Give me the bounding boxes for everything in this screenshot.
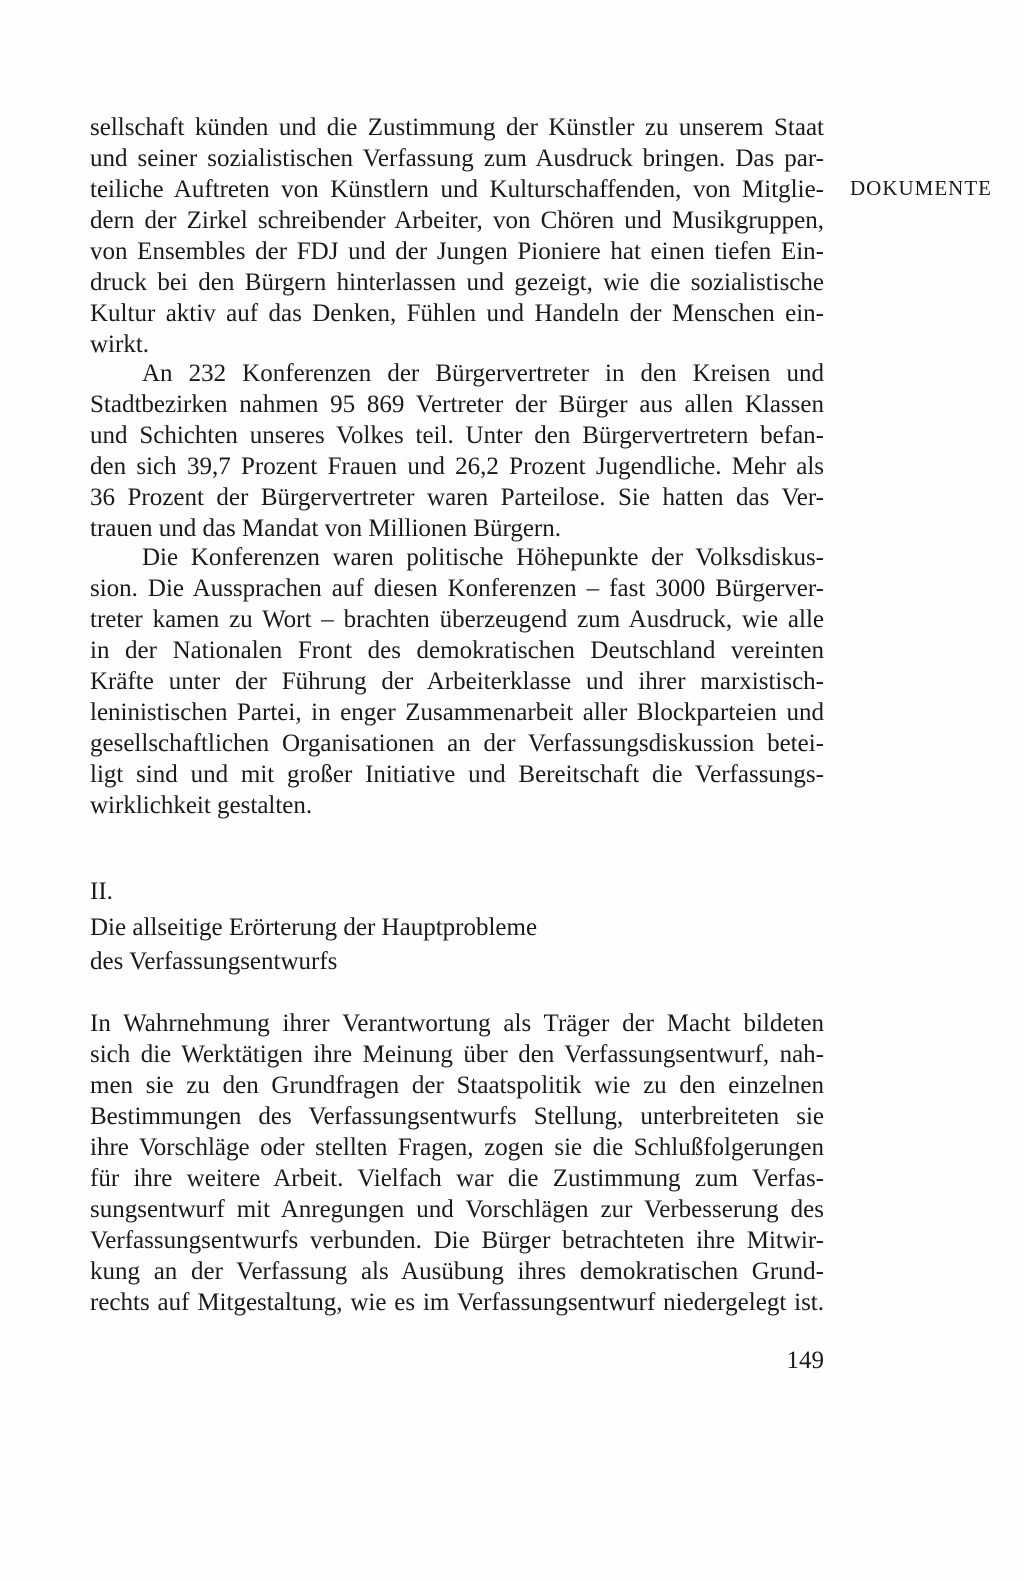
paragraph-3 bbox=[90, 542, 824, 821]
text-line: rechts auf Mitgestaltung, wie es im Verfassungsentwurf niedergelegt ist. bbox=[90, 1289, 824, 1316]
text-line: trauen und das Mandat von Millionen Bürgern. bbox=[90, 515, 561, 542]
text-line: 36 Prozent der Bürgervertreter waren Parteilose. Sie hatten das Ver- bbox=[90, 484, 824, 511]
text-line: In Wahrnehmung ihrer Verantwortung als Träger der Macht bildeten bbox=[90, 1010, 824, 1037]
text-line: und seiner sozialistischen Verfassung zum Ausdruck bringen. Das par- bbox=[90, 145, 824, 172]
text-line: sellschaft künden und die Zustimmung der Künstler zu unserem Staat bbox=[90, 114, 824, 141]
paragraph-1 bbox=[90, 112, 824, 360]
text-line: An 232 Konferenzen der Bürgervertreter in den Kreisen und bbox=[142, 360, 824, 387]
text-line: Bestimmungen des Verfassungsentwurfs Stellung, unterbreiteten sie bbox=[90, 1103, 824, 1130]
margin-label: DOKUMENTE bbox=[850, 176, 992, 200]
section-title-line-1: Die allseitige Erörterung der Hauptprobleme bbox=[90, 914, 538, 941]
text-line: sich die Werktätigen ihre Meinung über den Verfassungsentwurf, nah- bbox=[90, 1041, 824, 1068]
page-number: 149 bbox=[786, 1347, 824, 1374]
text-line: wirklichkeit gestalten. bbox=[90, 792, 313, 819]
text-line: leninistischen Partei, in enger Zusammenarbeit aller Blockparteien und bbox=[90, 699, 824, 726]
text-line: sion. Die Aussprachen auf diesen Konferenzen – fast 3000 Bürgerver- bbox=[90, 575, 824, 602]
section-title-line-2: des Verfassungsentwurfs bbox=[90, 948, 338, 975]
text-line: gesellschaftlichen Organisationen an der Verfassungsdiskussion betei- bbox=[90, 730, 824, 757]
text-line: dern der Zirkel schreibender Arbeiter, von Chören und Musikgruppen, bbox=[90, 207, 824, 234]
text-line: sungsentwurf mit Anregungen und Vorschlägen zur Verbesserung des bbox=[90, 1196, 824, 1223]
text-line: Stadtbezirken nahmen 95 869 Vertreter der Bürger aus allen Klassen bbox=[90, 391, 824, 418]
text-line: men sie zu den Grundfragen der Staatspolitik wie zu den einzelnen bbox=[90, 1072, 824, 1099]
text-line: für ihre weitere Arbeit. Vielfach war die Zustimmung zum Verfas- bbox=[90, 1165, 824, 1192]
text-line: wirkt. bbox=[90, 331, 150, 358]
text-line: kung an der Verfassung als Ausübung ihres demokratischen Grund- bbox=[90, 1258, 824, 1285]
paragraph-4 bbox=[90, 1008, 824, 1318]
text-line: Die Konferenzen waren politische Höhepunkte der Volksdiskus- bbox=[142, 544, 824, 571]
text-line: ligt sind und mit großer Initiative und Bereitschaft die Verfassungs- bbox=[90, 761, 824, 788]
paragraph-2 bbox=[90, 358, 824, 544]
text-line: Kultur aktiv auf das Denken, Fühlen und Handeln der Menschen ein- bbox=[90, 300, 824, 327]
text-line: ihre Vorschläge oder stellten Fragen, zogen sie die Schlußfolgerungen bbox=[90, 1134, 824, 1161]
text-line: Verfassungsentwurfs verbunden. Die Bürger betrachteten ihre Mitwir- bbox=[90, 1227, 824, 1254]
text-line: druck bei den Bürgern hinterlassen und gezeigt, wie die sozialistische bbox=[90, 269, 824, 296]
text-line: den sich 39,7 Prozent Frauen und 26,2 Prozent Jugendliche. Mehr als bbox=[90, 453, 824, 480]
text-line: von Ensembles der FDJ und der Jungen Pioniere hat einen tiefen Ein- bbox=[90, 238, 824, 265]
text-line: treter kamen zu Wort – brachten überzeugend zum Ausdruck, wie alle bbox=[90, 606, 824, 633]
text-line: und Schichten unseres Volkes teil. Unter den Bürgervertretern befan- bbox=[90, 422, 824, 449]
section-number: II. bbox=[90, 878, 113, 905]
text-line: in der Nationalen Front des demokratischen Deutschland vereinten bbox=[90, 637, 824, 664]
text-line: Kräfte unter der Führung der Arbeiterklasse und ihrer marxistisch- bbox=[90, 668, 824, 695]
text-line: teiliche Auftreten von Künstlern und Kulturschaffenden, von Mitglie- bbox=[90, 176, 824, 203]
